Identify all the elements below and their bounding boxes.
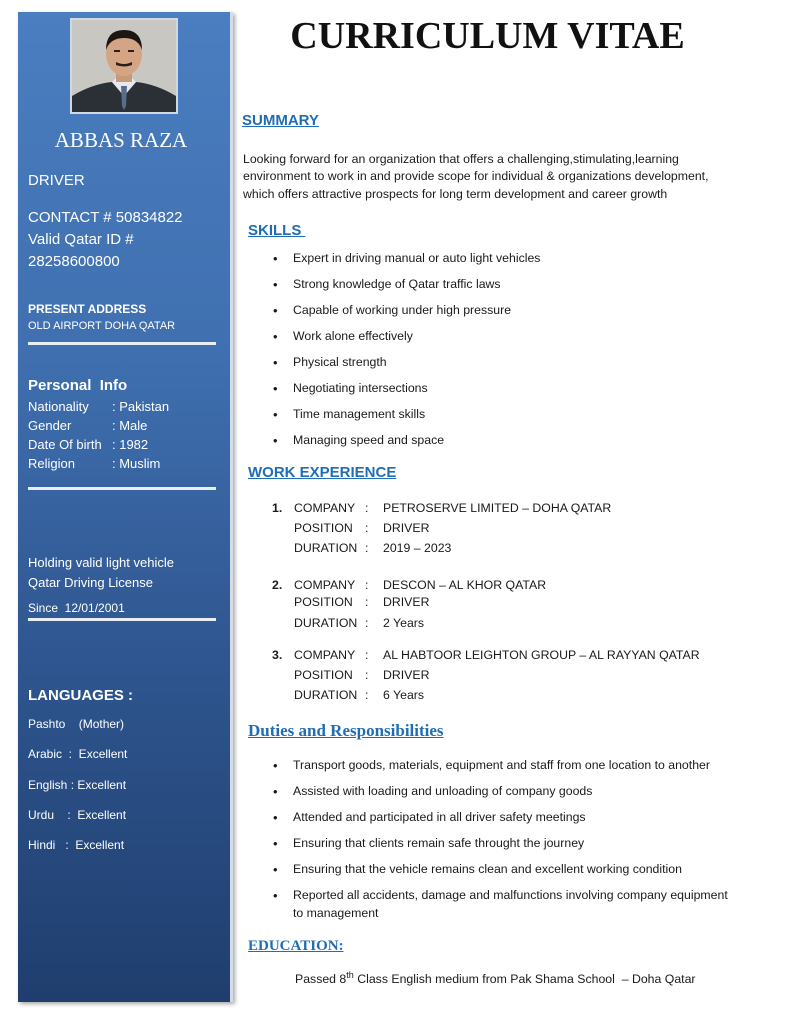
- profile-photo: [70, 18, 178, 114]
- personal-label: Gender: [28, 418, 72, 433]
- position-label: POSITION: [294, 668, 353, 682]
- skill-item: • Managing speed and space: [272, 433, 540, 459]
- summary-heading: SUMMARY: [242, 112, 319, 129]
- contact-number: CONTACT # 50834822: [28, 209, 183, 226]
- duration-value: 2019 – 2023: [383, 541, 452, 555]
- personal-label: Religion: [28, 456, 75, 471]
- position-value: DRIVER: [383, 668, 430, 682]
- duties-list: [272, 758, 728, 906]
- duration-value: 6 Years: [383, 688, 425, 702]
- colon: :: [365, 501, 369, 515]
- language-item: English : Excellent: [28, 778, 127, 792]
- colon: :: [365, 578, 369, 592]
- language-item: Pashto (Mother): [28, 717, 125, 731]
- personal-row: [28, 437, 148, 452]
- position-value: DRIVER: [383, 521, 430, 535]
- personal-value: : 1982: [112, 437, 149, 452]
- colon: :: [365, 648, 369, 662]
- personal-value: : Pakistan: [112, 399, 170, 414]
- candidate-name: ABBAS RAZA: [54, 128, 188, 152]
- company-name: DESCON – AL KHOR QATAR: [383, 578, 547, 592]
- duty-item: • Ensuring that clients remain safe throught the journey: [272, 836, 728, 862]
- personal-label: Nationality: [28, 399, 89, 414]
- summary-line: which offers attractive prospects for long term development and career growth: [243, 187, 668, 201]
- colon: :: [365, 521, 369, 535]
- skill-item: • Strong knowledge of Qatar traffic laws: [272, 277, 540, 303]
- company-label: COMPANY: [294, 501, 356, 515]
- skill-item: • Work alone effectively: [272, 329, 540, 355]
- position-label: POSITION: [294, 595, 353, 609]
- company-name: PETROSERVE LIMITED – DOHA QATAR: [383, 501, 612, 515]
- education-text: Passed 8: [295, 972, 347, 987]
- qatar-id-label: Valid Qatar ID #: [28, 231, 134, 248]
- duration-label: DURATION: [294, 616, 358, 630]
- personal-value: : Muslim: [112, 456, 161, 471]
- education-superscript: th: [346, 970, 354, 980]
- duty-item-continuation: to management: [293, 906, 379, 920]
- duration-value: 2 Years: [383, 616, 425, 630]
- company-label: COMPANY: [294, 648, 356, 662]
- duties-heading: Duties and Responsibilities: [248, 721, 444, 740]
- skills-heading: SKILLS: [248, 222, 306, 239]
- work-entry-number: 2.: [272, 578, 283, 592]
- skill-item: • Negotiating intersections: [272, 381, 540, 407]
- address-value: OLD AIRPORT DOHA QATAR: [28, 320, 176, 332]
- duty-item: • Transport goods, materials, equipment and staff from one location to another: [272, 758, 728, 784]
- work-experience-heading: WORK EXPERIENCE: [248, 464, 397, 481]
- language-item: Arabic : Excellent: [28, 747, 128, 761]
- skill-item: • Capable of working under high pressure: [272, 303, 540, 329]
- license-line: Holding valid light vehicle: [28, 555, 174, 570]
- job-title: DRIVER: [28, 172, 85, 189]
- skills-list: [272, 251, 540, 459]
- colon: :: [365, 688, 369, 702]
- language-item: Urdu : Excellent: [28, 808, 127, 822]
- personal-value: : Male: [112, 418, 148, 433]
- work-entry-number: 1.: [272, 501, 283, 515]
- address-heading: PRESENT ADDRESS: [28, 302, 147, 316]
- colon: :: [365, 668, 369, 682]
- summary-line: Looking forward for an organization that offers a challenging,stimulating,learning: [243, 152, 679, 166]
- personal-row: [28, 418, 147, 433]
- education-heading: EDUCATION:: [248, 938, 344, 954]
- colon: :: [365, 541, 369, 555]
- divider: [28, 618, 216, 621]
- sidebar: [18, 12, 233, 1002]
- education-text: Class English medium from Pak Shama School – Doha Qatar: [353, 972, 696, 987]
- position-label: POSITION: [294, 521, 353, 535]
- company-name: AL HABTOOR LEIGHTON GROUP – AL RAYYAN QATAR: [383, 648, 700, 662]
- personal-label: Date Of birth: [28, 437, 102, 452]
- work-entry-number: 3.: [272, 648, 283, 662]
- duration-label: DURATION: [294, 541, 358, 555]
- skill-item: • Physical strength: [272, 355, 540, 381]
- position-value: DRIVER: [383, 595, 430, 609]
- company-label: COMPANY: [294, 578, 356, 592]
- page-title: CURRICULUM VITAE: [290, 15, 685, 57]
- license-since: Since 12/01/2001: [28, 601, 125, 615]
- license-line: Qatar Driving License: [28, 575, 153, 590]
- skill-item: • Expert in driving manual or auto light vehicles: [272, 251, 540, 277]
- personal-row: [28, 456, 160, 471]
- divider: [28, 342, 216, 345]
- language-item: Hindi : Excellent: [28, 838, 125, 852]
- divider: [28, 487, 216, 490]
- personal-info-heading: Personal Info: [28, 377, 128, 394]
- languages-heading: LANGUAGES :: [28, 687, 133, 704]
- duty-item: • Reported all accidents, damage and malfunctions involving company equipment: [272, 888, 728, 906]
- education-line: [295, 970, 696, 986]
- duration-label: DURATION: [294, 688, 358, 702]
- qatar-id-number: 28258600800: [28, 253, 120, 270]
- duty-item: • Assisted with loading and unloading of company goods: [272, 784, 728, 810]
- summary-line: environment to work in and provide scope for individual & organizations development,: [243, 169, 709, 183]
- skill-item: • Time management skills: [272, 407, 540, 433]
- duty-item: • Ensuring that the vehicle remains clean and excellent working condition: [272, 862, 728, 888]
- colon: :: [365, 616, 369, 630]
- personal-row: [28, 399, 169, 414]
- duty-item: • Attended and participated in all driver safety meetings: [272, 810, 728, 836]
- colon: :: [365, 595, 369, 609]
